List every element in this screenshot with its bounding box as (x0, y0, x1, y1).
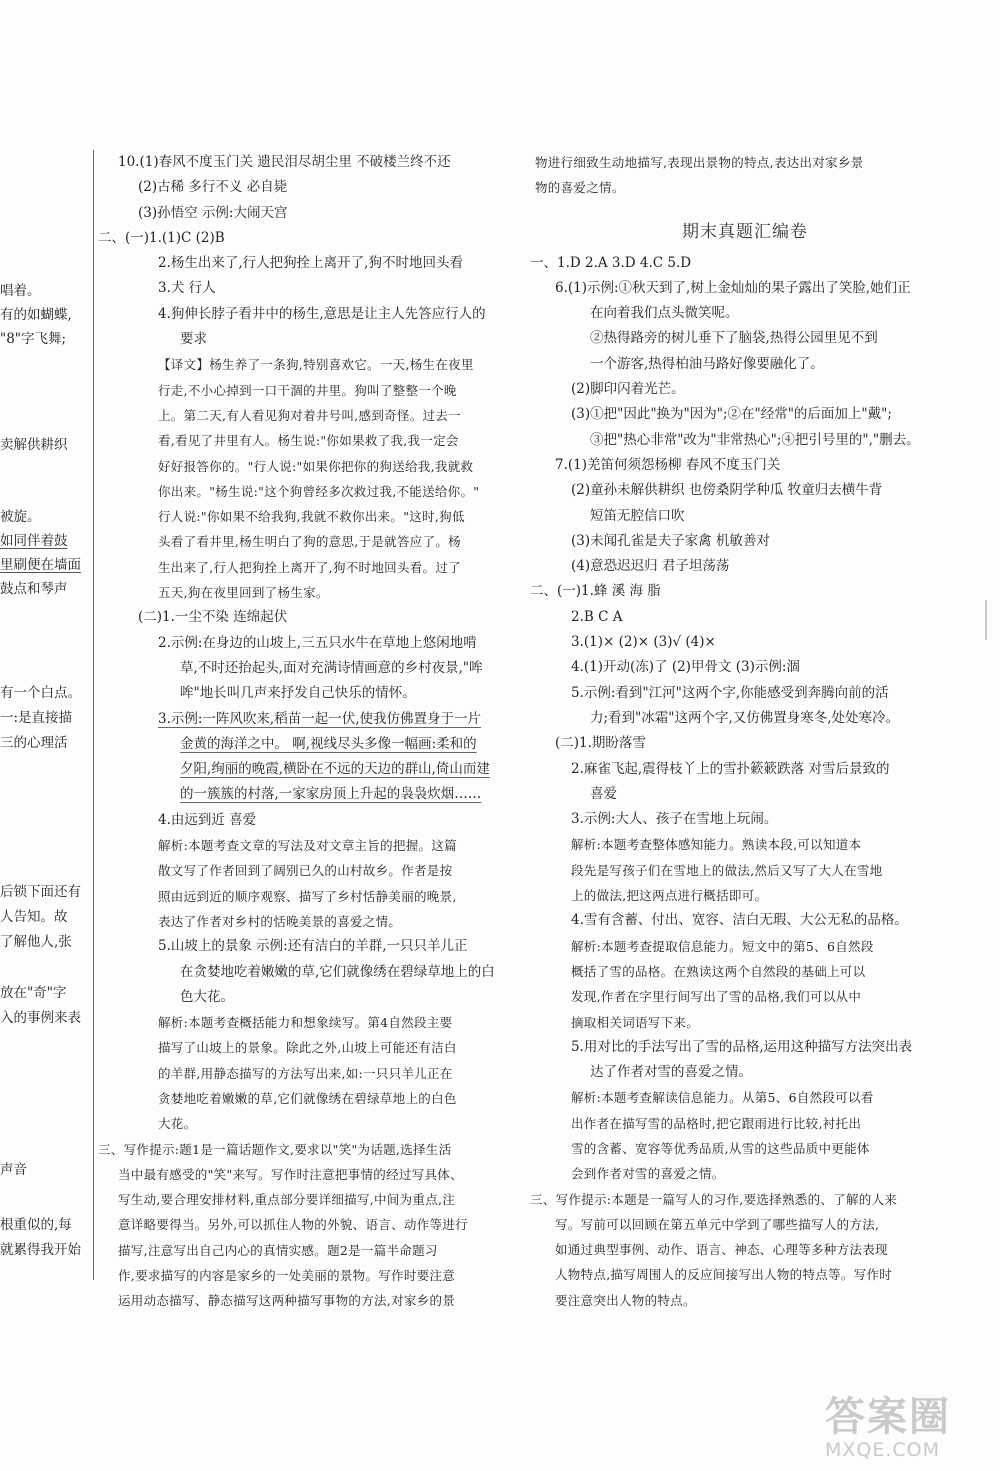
answer-line: 5.示例:看到"江河"这两个字,你能感受到奔腾向前的活 (571, 684, 889, 701)
answer-line: 一、1.D 2.A 3.D 4.C 5.D (530, 254, 692, 271)
answer-line: (2)脚印闪着光芒。 (571, 381, 685, 398)
analysis-line: 发现,作者在字里行间写出了雪的品格,我们可以从中 (571, 989, 862, 1005)
answer-line: 4.(1)开动(冻)了 (2)甲骨文 (3)示例:涸 (571, 659, 800, 676)
translation-line: 上。第二天,有人看见狗对着井号叫,感到奇怪。过去一 (158, 407, 461, 423)
answer-line: 3.示例:大人、孩子在雪地上玩闹。 (571, 811, 778, 828)
fragment-line: "8"字飞舞; (0, 331, 67, 347)
translation-line: 看,看见了井里有人。杨生说:"你如果救了我,我一定会 (158, 433, 459, 449)
answer-line: 4.雪有含蓄、付出、宽容、洁白无瑕、大公无私的品格。 (571, 912, 908, 929)
fragment-line: 鼓点和琴声 (0, 581, 68, 597)
answer-line: 喜爱 (590, 785, 617, 802)
analysis-line: 的羊群,用静态描写的方法写出来,如:一只只羊儿正在 (158, 1065, 453, 1081)
analysis-line: 大花。 (158, 1116, 197, 1132)
fragment-line: 三的心理活 (0, 735, 68, 751)
answer-line: 10.(1)春风不度玉门关 遗民泪尽胡尘里 不破楼兰终不还 (118, 154, 451, 170)
watermark-url: MXQE.COM (825, 1439, 941, 1461)
translation-line: 头看了看井里,杨生明白了狗的意思,于是就答应了。杨 (158, 534, 461, 550)
section-title: 期末真题汇编卷 (682, 221, 808, 242)
answer-line: 在贪婪地吃着嫩嫩的草,它们就像绣在碧绿草地上的白 (180, 963, 495, 980)
translation-line: 生出来了,行人把狗拴上离开了,狗不时地回头看。过了 (158, 559, 461, 575)
analysis-line: 解析:本题考查文章的写法及对文章主旨的把握。这篇 (158, 838, 457, 854)
answer-line: 哞"地长叫几声来抒发自己快乐的情怀。 (180, 685, 416, 702)
answer-line: (3)未闻孔雀是夫子家禽 机敏善对 (571, 532, 770, 549)
fragment-line: 了解他人,张 (0, 934, 72, 950)
answer-line: 5.山坡上的景象 示例:还有洁白的羊群,一只只羊儿正 (158, 938, 468, 955)
right-column (530, 150, 955, 1313)
fragment-line: 放在"奇"字 (0, 985, 67, 1001)
writing-tip-line: 描写,注意写出自己内心的真情实感。题2是一篇半命题习 (118, 1242, 438, 1258)
writing-tip-line: 当中最有感受的"笑"来写。写作时注意把事情的经过写具体、 (118, 1166, 463, 1182)
fragment-line: 一:是直接描 (0, 710, 73, 726)
writing-tip-line: 作,要求描写的内容是家乡的一处美丽的景物。写作时要注意 (118, 1268, 456, 1284)
writing-tip-line: 如通过典型事例、动作、语言、神态、心理等多种方法表现 (555, 1242, 888, 1258)
fragment-line: 唱着。 (0, 283, 41, 299)
writing-tip-line: 三、写作提示:题1是一篇话题作文,要求以"笑"为话题,选择生活 (98, 1141, 452, 1157)
analysis-line: 段先是写孩子们在雪地上的做法,然后又写了大人在雪地 (571, 862, 883, 878)
answer-line: ②热得路旁的树儿垂下了脑袋,热得公园里见不到 (590, 330, 878, 347)
column-divider (93, 150, 94, 1280)
answer-line: 夕阳,绚丽的晚霞,横卧在不远的天边的群山,倚山而建 (180, 761, 490, 778)
writing-tip-line: 写。写前可以回顾在第五单元中学到了哪些描写人的方法, (555, 1216, 880, 1232)
answer-line: 色大花。 (180, 988, 234, 1005)
answer-line: 达了作者对雪的喜爱之情。 (590, 1064, 752, 1081)
analysis-line: 表达了作者对乡村的恬晚美景的喜爱之情。 (158, 913, 402, 929)
answer-line: 的一簇簇的村落,一家家房顶上升起的袅袅炊烟…… (180, 786, 482, 803)
answer-line: 2.杨生出来了,行人把狗拴上离开了,狗不时地回头看 (158, 255, 463, 272)
analysis-line: 上的做法,把这两点进行概括即可。 (571, 888, 768, 904)
writing-tip-line: 意详略要得当。另外,可以抓住人物的外貌、语言、动作等进行 (118, 1217, 468, 1233)
fragment-line: 根重似的,每 (0, 1217, 72, 1233)
answer-line: 要求 (180, 331, 207, 348)
answer-line: 力;看到"冰霜"这两个字,又仿佛置身寒冬,处处寒冷。 (590, 709, 900, 726)
page-edge-mark (985, 600, 987, 640)
watermark-logo (825, 1395, 990, 1465)
answer-line: 6.(1)示例:①秋天到了,树上金灿灿的果子露出了笑脸,她们正 (555, 279, 911, 296)
translation-line: 行走,不小心掉到一口干涸的井里。狗叫了整整一个晚 (158, 382, 457, 398)
writing-tip-line: 物的喜爱之情。 (535, 180, 625, 196)
answer-line: (3)①把"因此"换为"因为";②在"经常"的后面加上"戴"; (571, 406, 892, 423)
fragment-line: 人告知。故 (0, 909, 68, 925)
writing-tip-line: 物进行细致生动地描写,表现出景物的特点,表达出对家乡景 (535, 155, 864, 170)
answer-line: 短笛无腔信口吹 (590, 507, 685, 524)
writing-tip-line: 人物特点,描写周围人的反应间接写出人物的特点等。写作时 (555, 1267, 893, 1283)
answer-line: 4.狗伸长脖子看井中的杨生,意思是让主人先答应行人的 (158, 305, 486, 322)
fragment-line: 有一个白点。 (0, 685, 81, 701)
analysis-line: 描写了山坡上的景象。除此之外,山坡上可能还有洁白 (158, 1040, 457, 1056)
translation-line: 你出来。"杨生说:"这个狗曾经多次救过我,不能送给你。" (158, 483, 480, 499)
analysis-line: 解析:本题考查提取信息能力。短文中的第5、6自然段 (571, 938, 874, 954)
answer-line: 金黄的海洋之中。 啊,视线尽头多像一幅画:柔和的 (180, 735, 477, 752)
answer-line: 7.(1)羌笛何须怨杨柳 春风不度玉门关 (555, 456, 781, 473)
translation-line: 五天,狗在夜里回到了杨生家。 (158, 585, 329, 601)
analysis-line: 解析:本题考查概括能力和想象续写。第4自然段主要 (158, 1015, 453, 1031)
writing-tip-line: 写生动,要合理安排材料,重点部分要详细描写,中间为重点,注 (118, 1192, 456, 1208)
answer-line: 3.示例:一阵风吹来,稻苗一起一伏,使我仿佛置身于一片 (158, 710, 482, 727)
answer-line: 一个游客,热得柏油马路好像要融化了。 (590, 355, 824, 372)
answer-line: (4)意恐迟迟归 君子坦荡荡 (571, 558, 730, 575)
fragment-line: 有的如蝴蝶, (0, 307, 72, 323)
analysis-line: 摘取相关词语写下来。 (571, 1014, 700, 1030)
answer-line: 二、(一)1.(1)C (2)B (98, 229, 225, 246)
analysis-line: 解析:本题考查解读信息能力。从第5、6自然段可以看 (571, 1090, 874, 1106)
answer-line: 二、(一)1.蜂 溪 海 脂 (530, 583, 661, 600)
translation-line: 【译文】杨生养了一条狗,特别喜欢它。一天,杨生在夜里 (158, 357, 474, 373)
answer-line: (2)古稀 多行不义 必自毙 (138, 179, 288, 196)
answer-line: 草,不时还抬起头,面对充满诗情画意的乡村夜景,"哞 (180, 659, 483, 676)
answer-line: 3.犬 行人 (158, 280, 216, 297)
answer-line: (二)1.期盼落雪 (555, 735, 646, 752)
answer-line: 5.用对比的手法写出了雪的品格,运用这种描写方法突出表 (571, 1038, 913, 1055)
fragment-line: 里刷便在墙面 (0, 557, 81, 573)
analysis-line: 出作者在描写雪的品格时,把它跟雨进行比较,衬托出 (571, 1115, 862, 1131)
fragment-line: 被旋。 (0, 509, 41, 525)
answer-line: 在向着我们点头微笑呢。 (590, 305, 739, 322)
fragment-line: 后锁下面还有 (0, 884, 81, 900)
analysis-line: 雪的含蓄、宽容等优秀品质,从雪的这些品质中更能体 (571, 1140, 870, 1156)
fragment-line: 卖解供耕织 (0, 437, 68, 453)
analysis-line: 解析:本题考查整体感知能力。熟读本段,可以知道本 (571, 837, 862, 853)
analysis-line: 会到作者对雪的喜爱之情。 (571, 1166, 725, 1182)
left-page-fragment (0, 0, 92, 1471)
answer-line: 2.麻雀飞起,震得枝丫上的雪扑簌簌跌落 对雪后景致的 (571, 760, 890, 777)
answer-line: (二)1.一尘不染 连绵起伏 (138, 609, 288, 626)
analysis-line: 照由远到近的顺序观察、描写了乡村恬静美丽的晚景, (158, 888, 457, 904)
answer-line: 2.B C A (571, 608, 623, 625)
writing-tip-line: 运用动态描写、静态描写这两种描写事物的方法,对家乡的景 (118, 1293, 456, 1309)
answer-line: 2.示例:在身边的山坡上,三五只水牛在草地上悠闲地啃 (158, 634, 477, 651)
analysis-line: 散文写了作者回到了阔别已久的山村故乡。作者是按 (158, 863, 453, 879)
fragment-line: 就累得我开始 (0, 1242, 81, 1258)
analysis-line: 概括了雪的品格。在熟读这两个自然段的基础上可以 (571, 963, 866, 979)
translation-line: 好好报答你的。"行人说:"如果你把你的狗送给我,我就救 (158, 458, 474, 474)
fragment-line: 声音 (0, 1162, 27, 1178)
fragment-line: 如同伴着鼓 (0, 533, 68, 549)
answer-line: (2)童孙未解供耕织 也傍桑阴学种瓜 牧童归去横牛背 (571, 482, 883, 499)
writing-tip-line: 三、写作提示:本题是一篇写人的习作,要选择熟悉的、了解的人来 (530, 1191, 898, 1207)
fragment-line: 入的事例来表 (0, 1010, 81, 1026)
left-column (98, 150, 518, 1314)
writing-tip-line: 要注意突出人物的特点。 (555, 1292, 696, 1308)
answer-line: 4.由远到近 喜爱 (158, 811, 257, 828)
translation-line: 行人说:"你如果不给我狗,我就不救你出来。"这时,狗低 (158, 509, 465, 525)
answer-line: ③把"热心非常"改为"非常热心";④把引号里的","删去。 (590, 431, 920, 448)
answer-line: (3)孙悟空 示例:大闹天宫 (138, 204, 288, 221)
answer-line: 3.(1)× (2)× (3)√ (4)× (571, 634, 716, 651)
watermark-title: 答案圈 (825, 1394, 951, 1440)
analysis-line: 贪婪地吃着嫩嫩的草,它们就像绣在碧绿草地上的白色 (158, 1090, 457, 1106)
